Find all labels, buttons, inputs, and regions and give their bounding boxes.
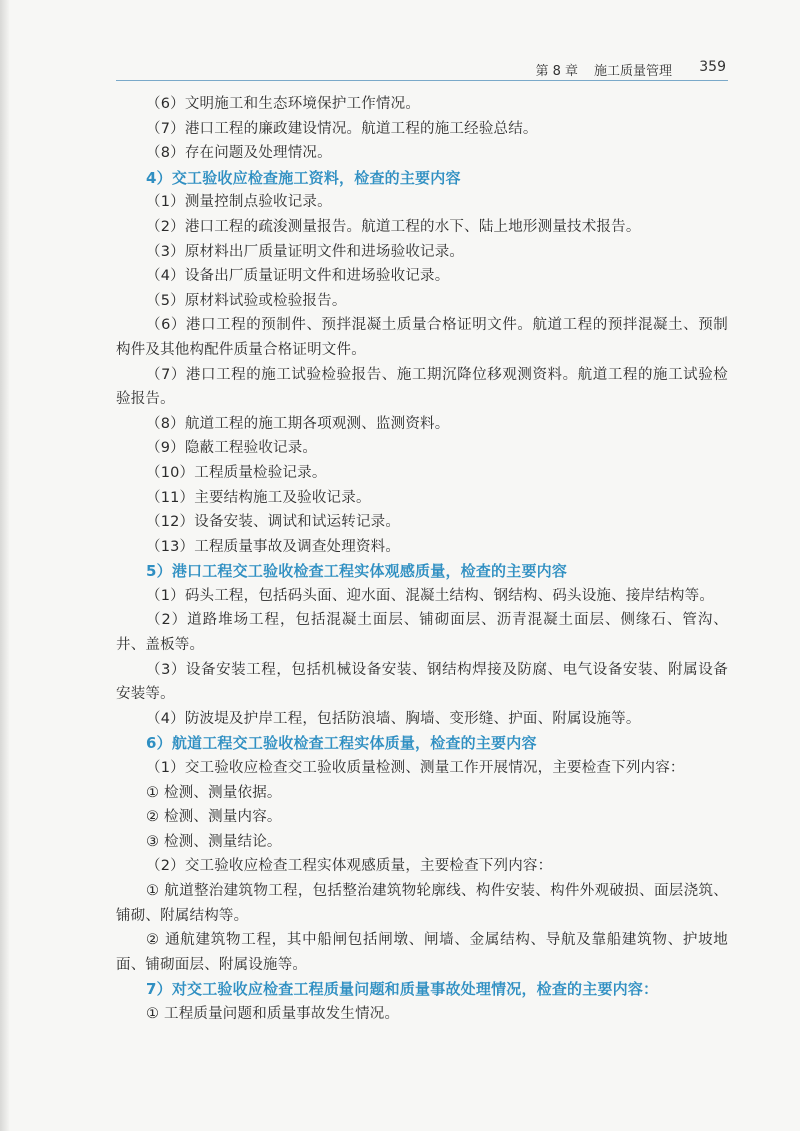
running-header xyxy=(116,56,728,80)
paragraph: （12）设备安装、调试和试运转记录。 xyxy=(146,514,401,531)
section-heading: 7）对交工验收应检查工程质量问题和质量事故处理情况，检查的主要内容： xyxy=(146,980,659,999)
section-heading: 6）航道工程交工验收检查工程实体质量，检查的主要内容 xyxy=(146,734,537,753)
page-edge-shadow xyxy=(0,0,10,1131)
paragraph: （3）原材料出厂质量证明文件和进场验收记录。 xyxy=(146,243,465,260)
chapter-label: 第 8 章 xyxy=(535,64,578,79)
paragraph: （8）航道工程的施工期各项观测、监测资料。 xyxy=(146,415,450,432)
paragraph: （1）码头工程，包括码头面、迎水面、混凝土结构、钢结构、码头设施、接岸结构等。 xyxy=(146,587,715,604)
paragraph: （2）交工验收应检查工程实体观感质量，主要检查下列内容： xyxy=(146,858,553,875)
paragraph: （7）港口工程的廉政建设情况。航道工程的施工经验总结。 xyxy=(146,120,538,137)
paragraph: ② 通航建筑物工程，其中船闸包括闸墩、闸墙、金属结构、导航及靠船建筑物、护坡地面、铺砌面层、附属设施等。 xyxy=(116,932,728,973)
paragraph: ② 检测、测量内容。 xyxy=(146,809,282,826)
paragraph: （8）存在问题及处理情况。 xyxy=(146,145,332,162)
paragraph: （10）工程质量检验记录。 xyxy=(146,464,327,481)
page-body xyxy=(116,92,728,1027)
paragraph: ① 检测、测量依据。 xyxy=(146,784,282,801)
paragraph: （6）文明施工和生态环境保护工作情况。 xyxy=(146,96,421,112)
paragraph: ③ 检测、测量结论。 xyxy=(146,833,282,850)
page-number: 359 xyxy=(699,59,726,75)
paragraph: （7）港口工程的施工试验检验报告、施工期沉降位移观测资料。航道工程的施工试验检验报告。 xyxy=(116,366,728,408)
section-heading: 4）交工验收应检查施工资料，检查的主要内容 xyxy=(146,168,461,187)
chapter-title: 施工质量管理 xyxy=(593,64,672,79)
paragraph: （4）设备出厂质量证明文件和进场验收记录。 xyxy=(146,268,450,285)
section-heading: 5）港口工程交工验收检查工程实体观感质量，检查的主要内容 xyxy=(146,562,568,581)
paragraph: （11）主要结构施工及验收记录。 xyxy=(146,489,371,506)
paragraph: （1）交工验收应检查交工验收质量检测、测量工作开展情况，主要检查下列内容： xyxy=(146,760,685,777)
paragraph: （2）道路堆场工程，包括混凝土面层、铺砌面层、沥青混凝土面层、侧缘石、管沟、井、盖板等。 xyxy=(116,612,728,654)
paragraph: ① 航道整治建筑物工程，包括整治建筑物轮廓线、构件安装、构件外观破损、面层浇筑、铺砌、附属结构等。 xyxy=(116,883,728,924)
paragraph: （1）测量控制点验收记录。 xyxy=(146,194,332,211)
paragraph: （9）隐蔽工程验收记录。 xyxy=(146,440,318,457)
paragraph: ① 工程质量问题和质量事故发生情况。 xyxy=(146,1005,400,1022)
paragraph: （6）港口工程的预制件、预拌混凝土质量合格证明文件。航道工程的预拌混凝土、预制构件及其他构配件质量合格证明文件。 xyxy=(116,317,728,358)
paragraph: （3）设备安装工程，包括机械设备安装、钢结构焊接及防腐、电气设备安装、附属设备安装等。 xyxy=(116,661,728,703)
paragraph: （4）防波堤及护岸工程，包括防浪墙、胸墙、变形缝、护面、附属设施等。 xyxy=(146,710,641,727)
paragraph: （5）原材料试验或检验报告。 xyxy=(146,292,347,309)
paragraph: （13）工程质量事故及调查处理资料。 xyxy=(146,538,401,555)
paragraph: （2）港口工程的疏浚测量报告。航道工程的水下、陆上地形测量技术报告。 xyxy=(146,218,641,235)
header-rule xyxy=(116,80,728,81)
